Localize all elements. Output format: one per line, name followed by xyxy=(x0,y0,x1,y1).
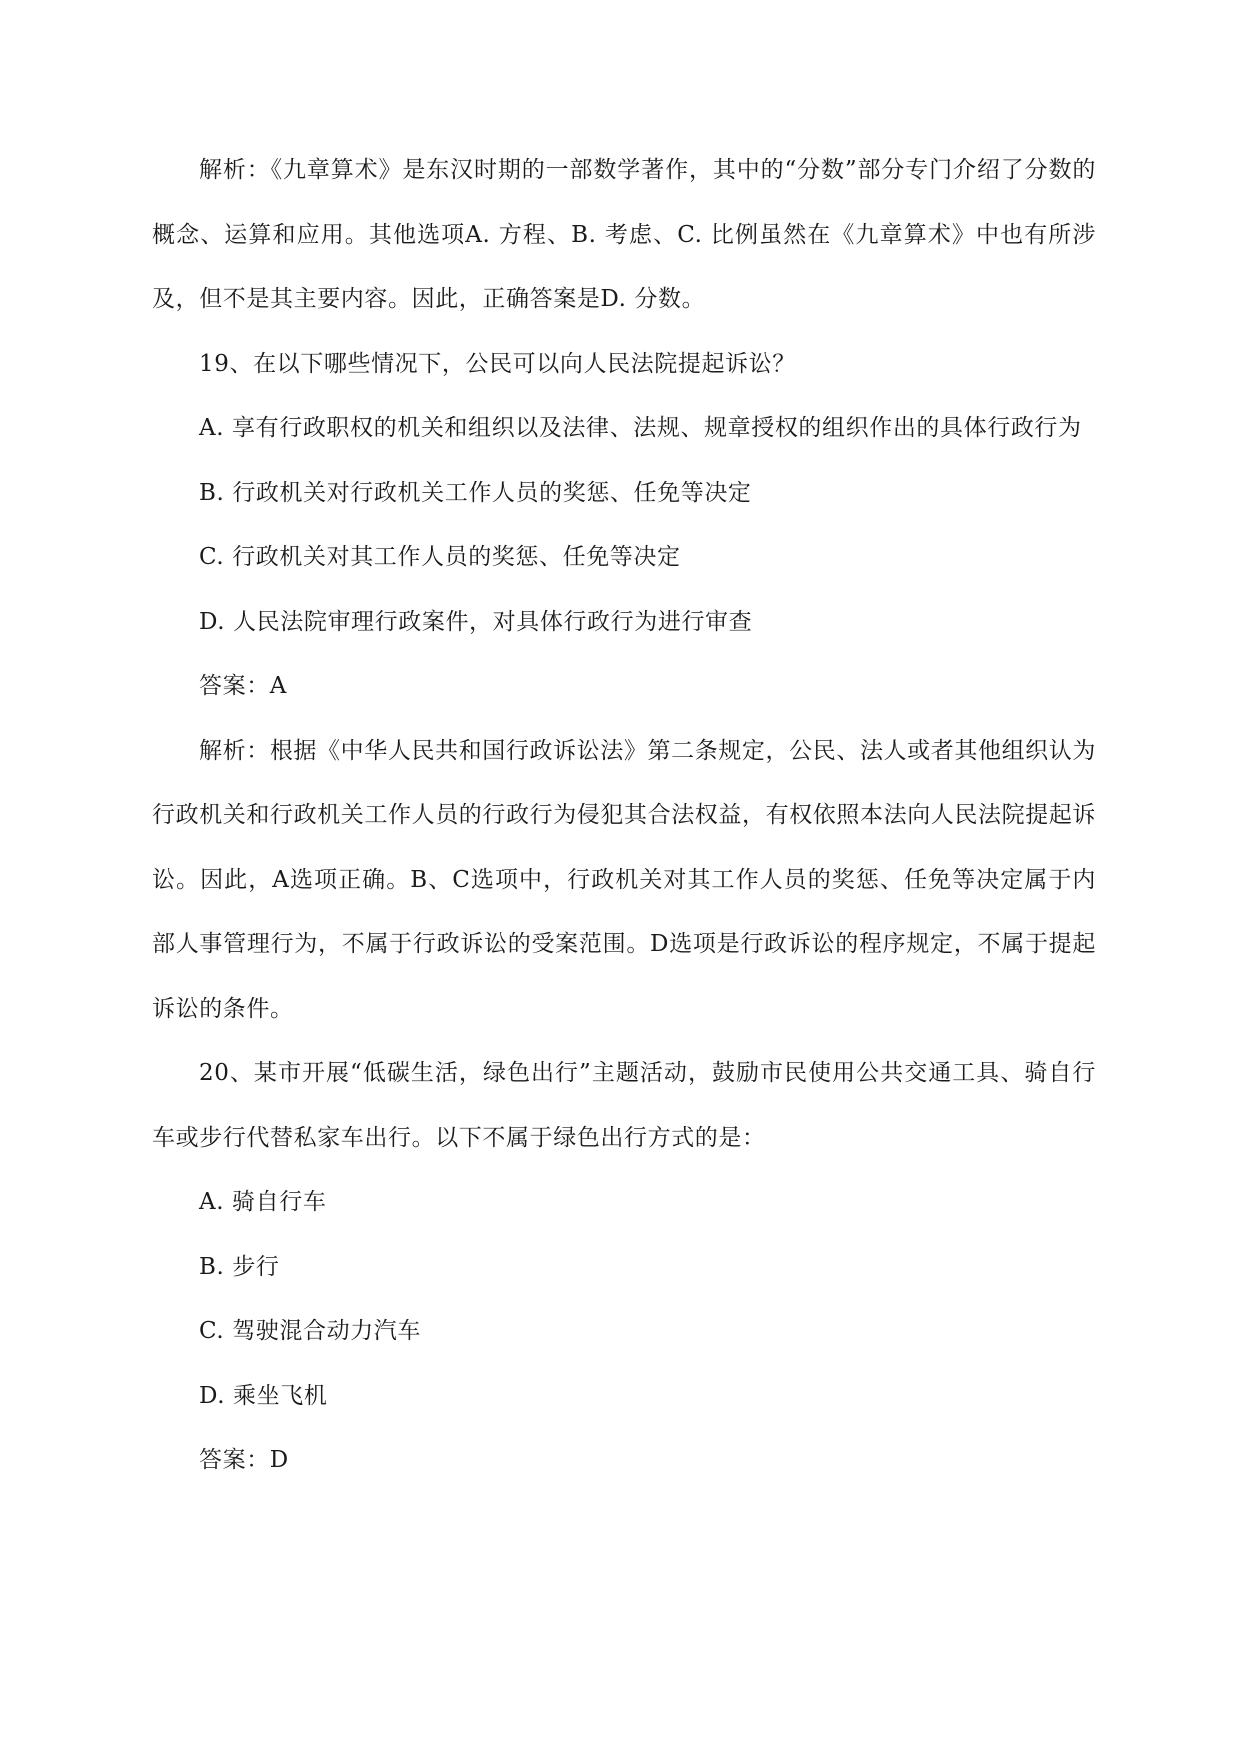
q20-option-b: B. 步行 xyxy=(199,1253,280,1280)
q19-analysis: 解析：根据《中华人民共和国行政诉讼法》第二条规定，公民、法人或者其他组织认为行政机关和行政机关工作人员的行政行为侵犯其合法权益，有权依照本法向人民法院提起诉讼。因此，A选项正确。B、C选项中，行政机关对其工作人员的奖惩、任免等决定属于内部人事管理行为，不属于行政诉讼的受案范围。D选项是行政诉讼的程序规定，不属于提起诉讼的条件。 xyxy=(152,737,1096,1022)
q20-option-d: D. 乘坐飞机 xyxy=(199,1382,328,1409)
q19-question: 19、在以下哪些情况下，公民可以向人民法院提起诉讼？ xyxy=(199,350,796,377)
q19-option-a: A. 享有行政职权的机关和组织以及法律、法规、规章授权的组织作出的具体行政行为 xyxy=(199,415,1082,441)
q19-option-b: B. 行政机关对行政机关工作人员的奖惩、任免等决定 xyxy=(199,479,752,506)
q19-option-c: C. 行政机关对其工作人员的奖惩、任免等决定 xyxy=(199,544,681,570)
q20-answer: 答案：D xyxy=(199,1447,289,1473)
q19-option-d: D. 人民法院审理行政案件，对具体行政行为进行审查 xyxy=(199,608,753,635)
q19-answer: 答案：A xyxy=(199,673,288,699)
q20-option-c: C. 驾驶混合动力汽车 xyxy=(199,1318,422,1344)
page-content xyxy=(152,138,1096,1493)
q20-option-a: A. 骑自行车 xyxy=(199,1189,327,1215)
q20-question: 20、某市开展“低碳生活，绿色出行”主题活动，鼓励市民使用公共交通工具、骑自行车或步行代替私家车出行。以下不属于绿色出行方式的是： xyxy=(152,1060,1096,1151)
q18-analysis: 解析：《九章算术》是东汉时期的一部数学著作，其中的“分数”部分专门介绍了分数的概念、运算和应用。其他选项A. 方程、B. 考虑、C. 比例虽然在《九章算术》中也有所涉及，但不是其主要内容。因此，正确答案是D. 分数。 xyxy=(152,157,1096,312)
